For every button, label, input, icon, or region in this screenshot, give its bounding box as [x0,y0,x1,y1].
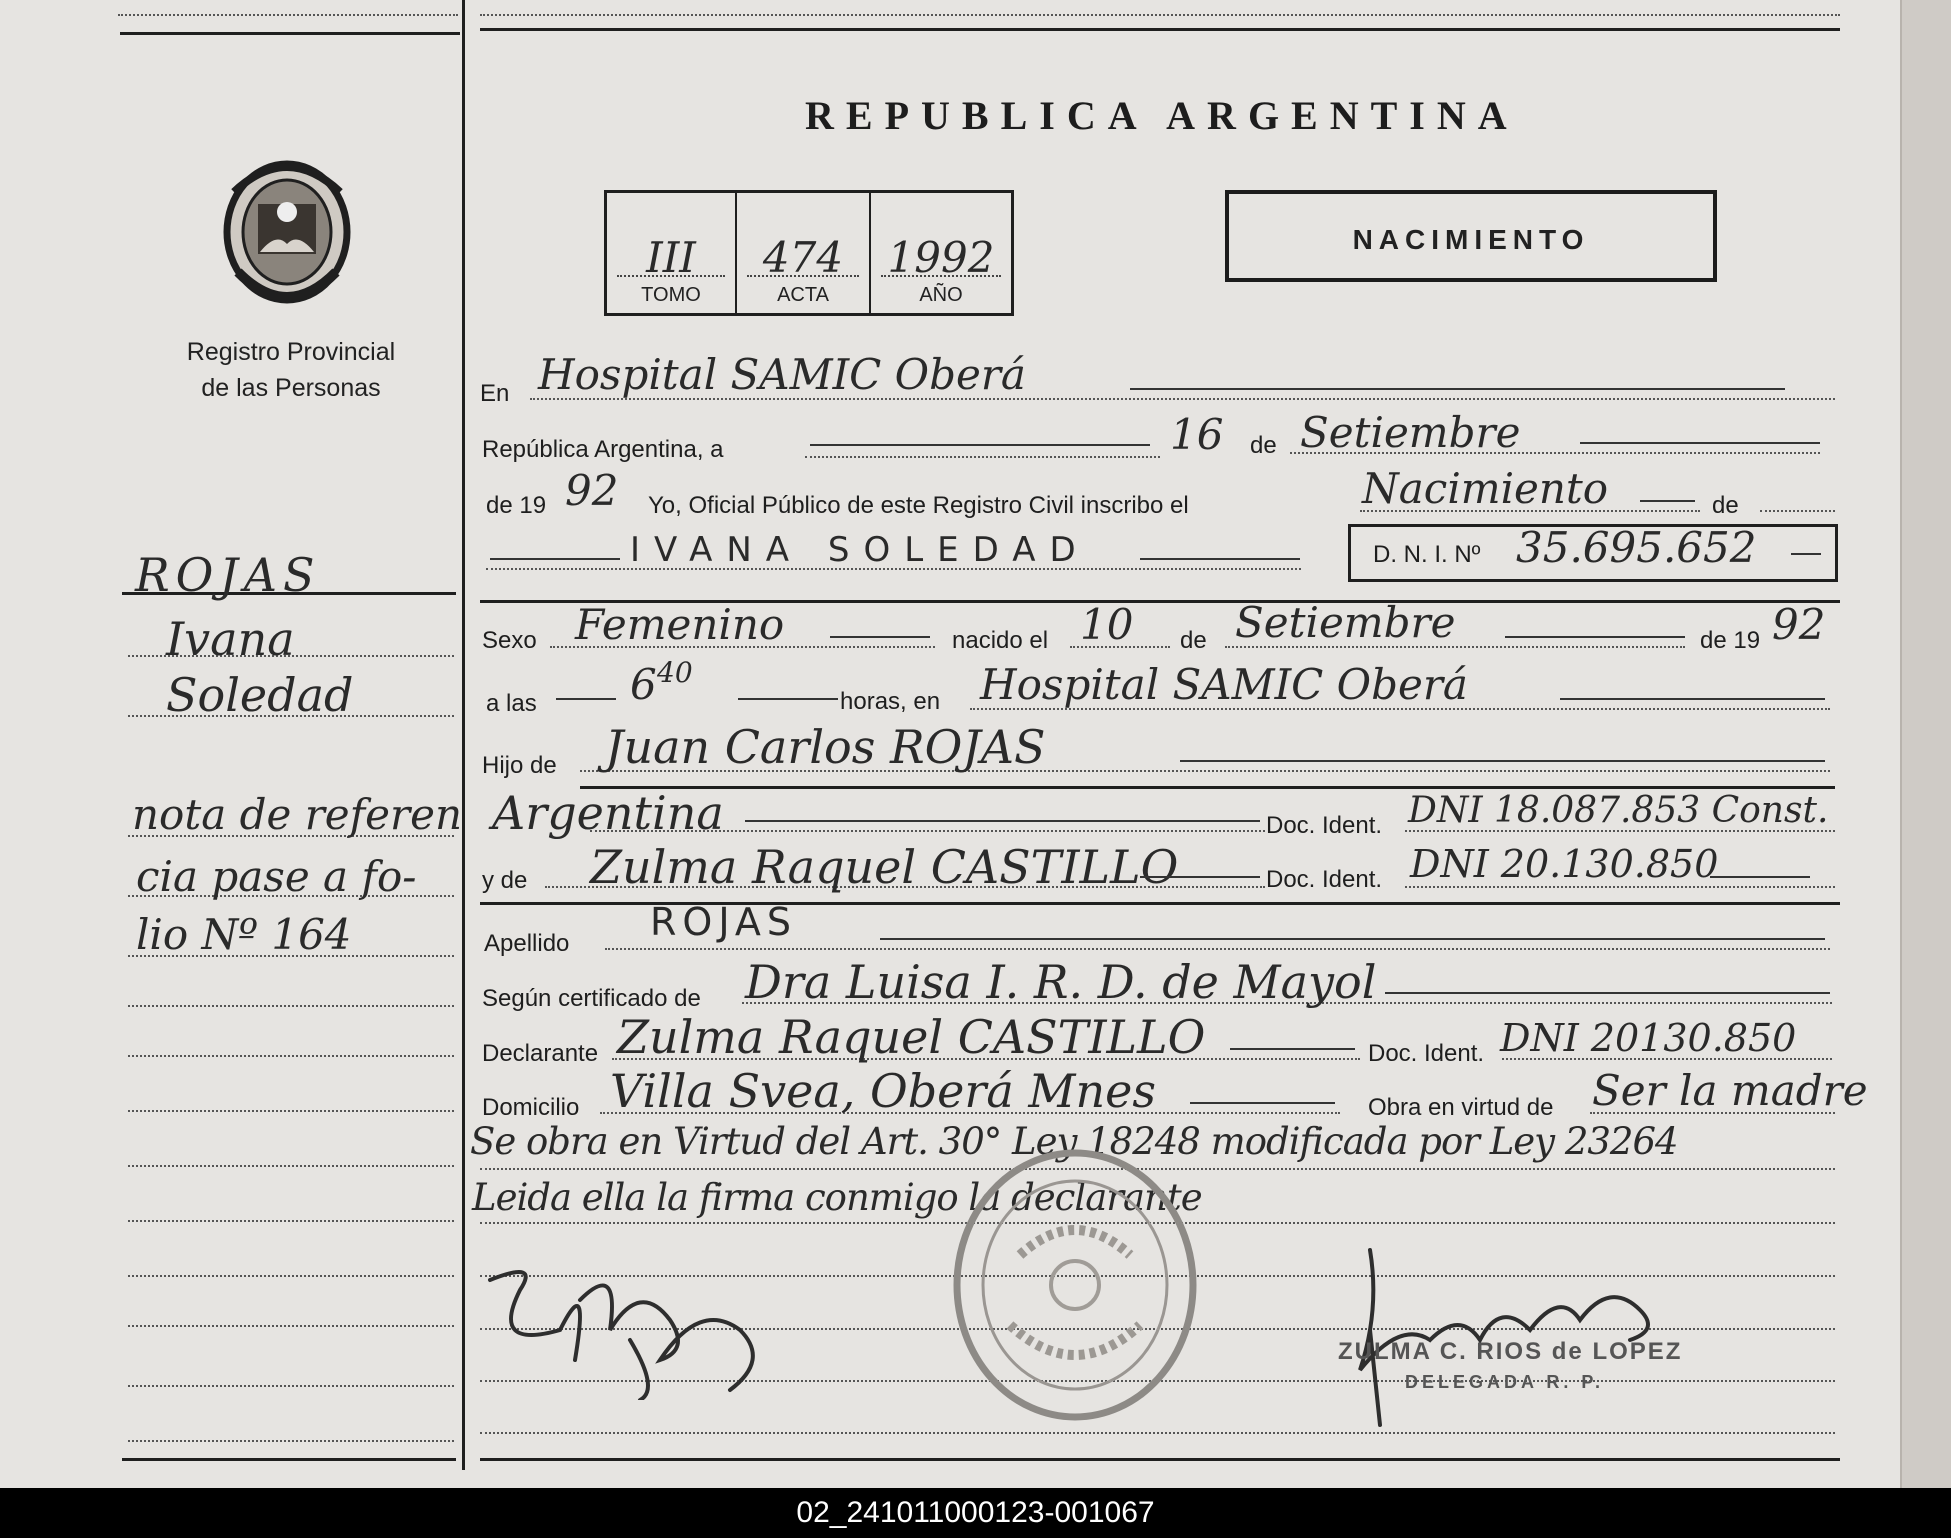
act-type-box [1225,190,1717,282]
margin-note-line-3: lio Nº 164 [136,910,352,959]
registration-place: Hospital SAMIC Oberá [538,350,1026,399]
de-label-2: de [1712,492,1739,519]
acting-capacity: Ser la madre [1592,1066,1868,1115]
legal-note-line-2: Leida ella la firma conmigo la declarante [472,1176,1202,1219]
birth-minutes: 40 [657,656,693,689]
official-signature-icon [1340,1230,1700,1430]
registry-line-2: de las Personas [201,374,381,402]
official-printed-name: ZULMA C. RIOS de LOPEZ [1338,1338,1683,1365]
birth-month: Setiembre [1235,598,1456,647]
father-name: Juan Carlos ROJAS [605,720,1046,774]
registry-line-1: Registro Provincial [186,338,396,366]
page-edge [1900,0,1951,1488]
image-caption: 02_241011000123-001067 [796,1496,1155,1529]
tomo-cell [607,193,737,313]
misiones-seal-icon [216,152,358,308]
dni-label: D. N. I. Nº [1373,541,1481,568]
en-label: En [480,380,510,407]
acta-label: ACTA [777,284,829,306]
country-title: REPUBLICA ARGENTINA [805,93,1519,138]
declarant-name: Zulma Raquel CASTILLO [617,1010,1206,1064]
margin-note-line-1: nota de referen [132,790,463,839]
sidebar-first-name: Ivana [166,612,295,666]
tomo-value: III [646,233,696,282]
doc-ident-label-2: Doc. Ident. [1266,866,1383,893]
column-divider [462,0,465,1470]
event-type: Nacimiento [1362,464,1609,513]
sidebar-middle-name: Soledad [166,668,354,722]
anio-label: AÑO [919,284,963,306]
dni-value: 35.695.652 [1516,523,1757,572]
birth-day: 10 [1080,600,1134,649]
registration-day: 16 [1170,410,1224,459]
hijo-de-label: Hijo de [482,752,557,779]
apellido-label: Apellido [484,930,570,957]
official-title: DELEGADA R. P. [1405,1372,1605,1392]
de-label-3: de [1180,627,1207,654]
father-nationality: Argentina [492,786,724,840]
oficial-statement-label: Yo, Oficial Público de este Registro Civil inscribo el [648,492,1189,519]
child-names: IVANA SOLEDAD [630,530,1090,570]
declarant-document: DNI 20130.850 [1500,1016,1797,1060]
volume-record-year-table [604,190,1014,316]
margin-note-line-2: cia pase a fo- [136,852,417,901]
obra-en-virtud-label: Obra en virtud de [1368,1094,1554,1121]
segun-certificado-label: Según certificado de [482,985,701,1012]
legal-note-line-1: Se obra en Virtud del Art. 30° Ley 18248 modificada por Ley 23264 [470,1120,1678,1163]
y-de-label: y de [482,867,528,894]
doc-ident-label-3: Doc. Ident. [1368,1040,1485,1067]
nacido-label: nacido el [952,627,1049,654]
domicilio-label: Domicilio [482,1094,580,1121]
registration-month: Setiembre [1300,408,1521,457]
certifying-doctor: Dra Luisa I. R. D. de Mayol [745,955,1377,1009]
anio-value: 1992 [887,233,995,282]
birth-hour: 6 [630,660,657,709]
birth-year: 92 [1772,600,1826,649]
doc-ident-label-1: Doc. Ident. [1266,812,1383,839]
declarant-signature-icon [480,1240,800,1400]
address-value: Villa Svea, Oberá Mnes [610,1064,1156,1118]
top-rule-left [120,32,460,35]
sex-value: Femenino [575,600,785,649]
de19-label: de 19 [486,492,547,519]
registration-year: 92 [565,466,619,515]
mother-name: Zulma Raquel CASTILLO [590,840,1179,894]
act-type-label: NACIMIENTO [1352,224,1590,255]
republica-label: República Argentina, a [482,436,724,463]
birth-place: Hospital SAMIC Oberá [980,660,1468,709]
acta-value: 474 [762,233,844,282]
mother-document: DNI 20.130.850 [1410,842,1719,886]
sexo-label: Sexo [482,627,537,654]
de19-label-2: de 19 [1700,627,1761,654]
registry-name [150,334,432,406]
surname-value: ROJAS [650,900,797,944]
horas-en-label: horas, en [840,688,941,715]
declarante-label: Declarante [482,1040,599,1067]
de-label-1: de [1250,432,1277,459]
official-stamp-icon [950,1145,1200,1425]
tomo-label: TOMO [641,284,701,306]
dni-box [1348,524,1838,582]
acta-cell [737,193,871,313]
sidebar-surname: ROJAS [135,548,321,602]
father-document: DNI 18.087.853 Const. [1408,790,1829,831]
alas-label: a las [486,690,537,717]
anio-cell [871,193,1011,313]
top-rule-right [480,28,1840,31]
